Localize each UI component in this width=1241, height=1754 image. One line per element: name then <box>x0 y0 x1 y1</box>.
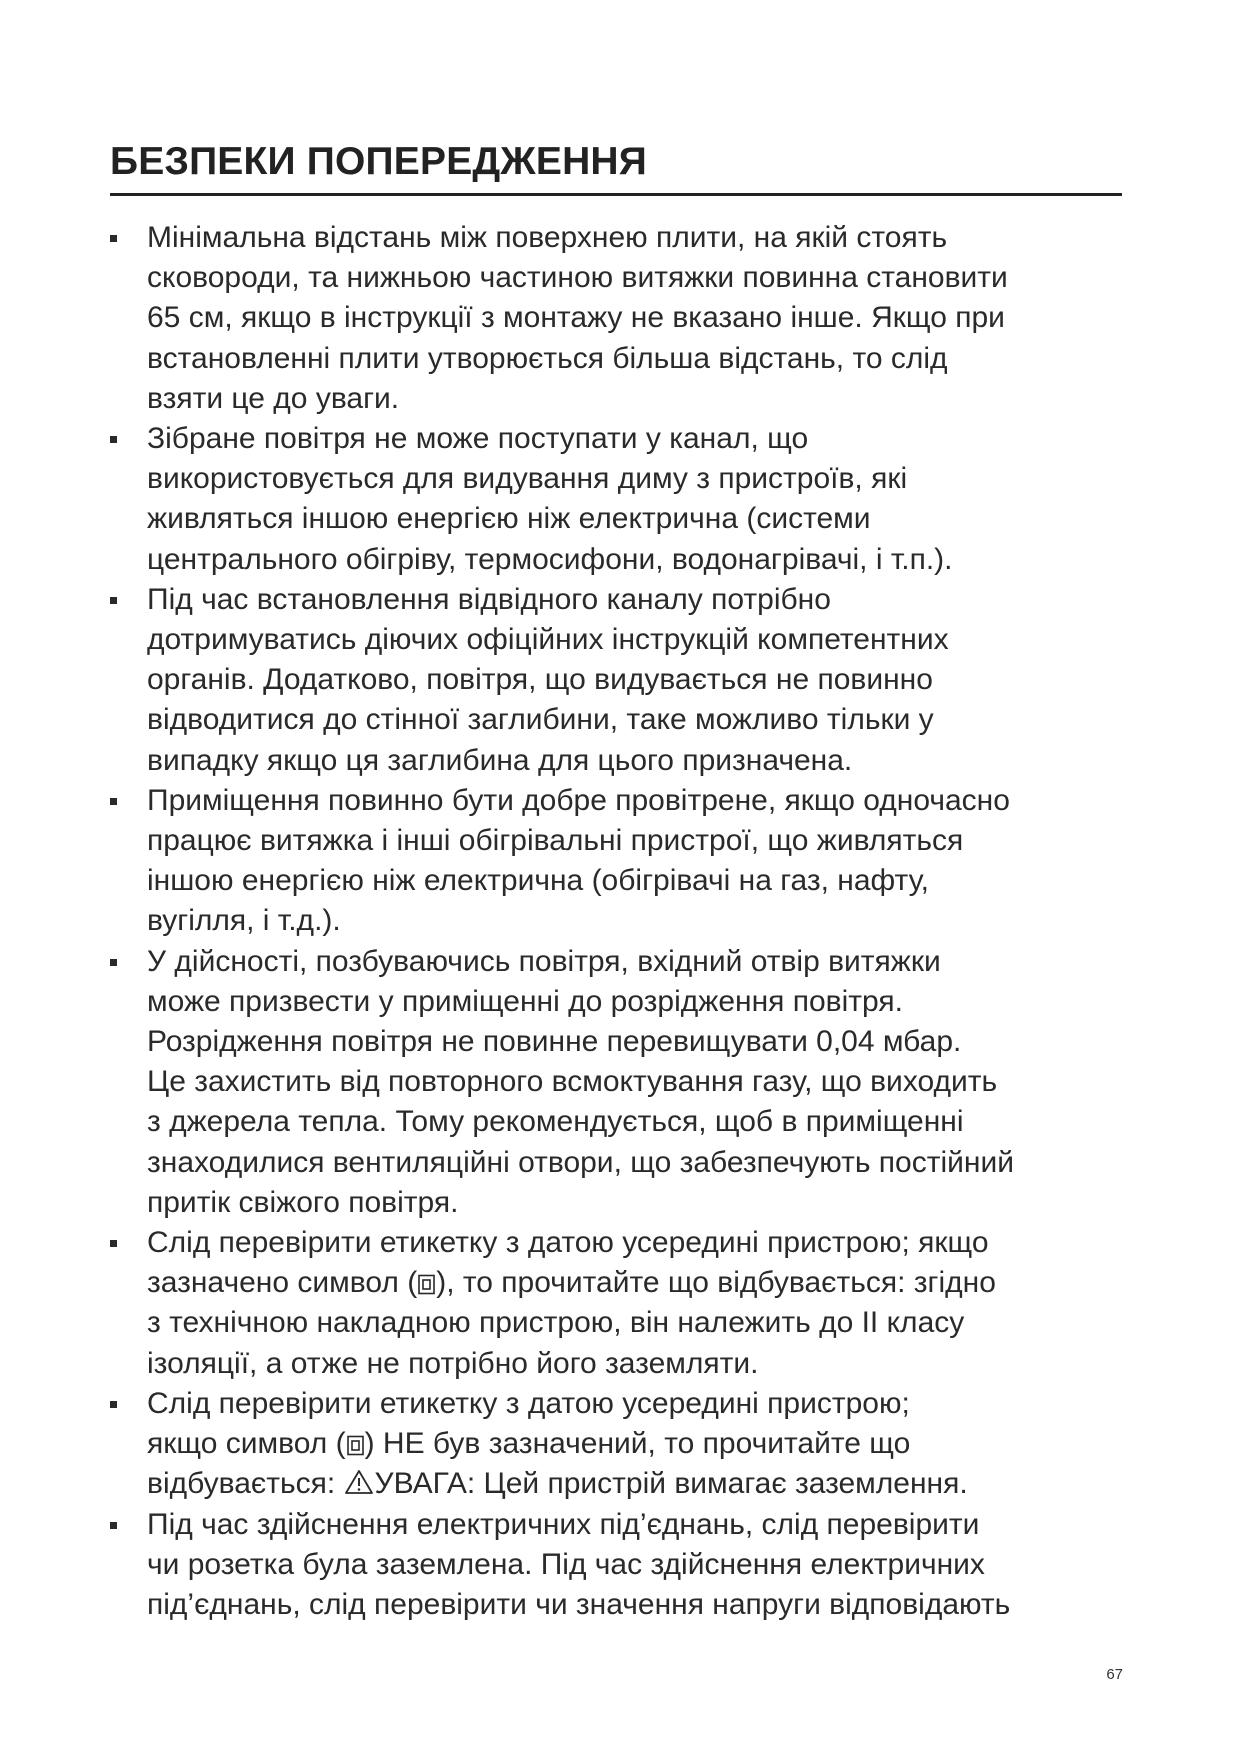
text-line: Розрідження повітря не повинне перевищувати 0,04 мбар. <box>147 1025 962 1059</box>
text-line: Під час здійснення електричних під’єднань, слід перевірити <box>147 1507 980 1541</box>
text-line: Це захистить від повторного всмоктування газу, що виходить <box>147 1065 998 1099</box>
text-line: працює витяжка і інші обігрівальні пристрої, що живляться <box>147 824 964 858</box>
list-item <box>110 1223 1135 1384</box>
bullet-marker-icon <box>110 1240 117 1247</box>
list-item <box>110 218 1135 419</box>
text-line: Мінімальна відстань між поверхнею плити, на якій стоять <box>147 221 948 254</box>
text-fragment: відбувається: <box>147 1467 344 1501</box>
bullet-marker-icon <box>110 798 117 805</box>
text-line: Слід перевірити етикетку з датою усередині пристрою; <box>147 1386 910 1420</box>
text-line: знаходилися вентиляційні отвори, що забезпечують постійний <box>147 1145 1014 1179</box>
text-line: встановленні плити утворюється більша відстань, то слід <box>147 341 948 375</box>
text-line: випадку якщо ця заглибина для цього призначена. <box>147 743 853 777</box>
text-line: використовується для видування диму з пристроїв, які <box>147 462 908 496</box>
text-line <box>147 1424 1135 1464</box>
text-line: сковороди, та нижньою частиною витяжки повинна становити <box>147 261 1008 295</box>
text-line: Зібране повітря не може поступати у канал, що <box>147 422 809 456</box>
text-line: взяти це до уваги. <box>147 381 400 415</box>
list-item <box>110 942 1135 1223</box>
text-line: може призвести у приміщенні до розрідження повітря. <box>147 984 903 1018</box>
text-line: під’єднань, слід перевірити чи значення напруги відповідають <box>147 1587 1011 1621</box>
title-underline <box>110 193 1122 196</box>
page-title: БЕЗПЕКИ ПОПЕРЕДЖЕННЯ <box>110 140 648 183</box>
text-line: У дійсності, позбуваючись повітря, вхідний отвір витяжки <box>147 944 941 978</box>
text-line: з технічною накладною пристрою, він належить до II класу <box>147 1306 965 1340</box>
list-item <box>110 580 1135 781</box>
bullet-marker-icon <box>110 1401 117 1408</box>
text-line <box>147 1464 1135 1504</box>
text-fragment: якщо символ ( <box>147 1427 346 1461</box>
text-line: ізоляції, а отже не потрібно його заземляти. <box>147 1346 759 1380</box>
bullet-list <box>110 218 1135 1625</box>
text-line <box>147 1263 1135 1303</box>
text-line: живляться іншою енергією ніж електрична (системи <box>147 502 871 536</box>
page-number: 67 <box>1106 1666 1123 1683</box>
text-line: іншою енергією ніж електрична (обігрівачі на газ, нафту, <box>147 864 929 898</box>
bullet-marker-icon <box>110 436 117 443</box>
list-item <box>110 419 1135 580</box>
text-fragment: ), то прочитайте що відбувається: згідно <box>436 1266 996 1300</box>
text-line: дотримуватись діючих офіційних інструкцій компетентних <box>147 623 949 657</box>
bullet-marker-icon <box>110 1522 117 1529</box>
text-line: з джерела тепла. Тому рекомендується, щоб в приміщенні <box>147 1105 964 1139</box>
text-line: відводитися до стінної заглибини, таке можливо тільки у <box>147 703 934 737</box>
text-line: органів. Додатково, повітря, що видувається не повинно <box>147 663 933 697</box>
text-line: вугілля, і т.д.). <box>147 904 341 938</box>
bullet-marker-icon <box>110 597 117 604</box>
double-insulation-icon <box>418 1274 435 1295</box>
list-item <box>110 1384 1135 1505</box>
list-item <box>110 1505 1135 1626</box>
text-line: Приміщення повинно бути добре провітрене, якщо одночасно <box>147 783 1010 817</box>
text-line: Під час встановлення відвідного каналу потрібно <box>147 582 831 616</box>
text-fragment: зазначено символ ( <box>147 1266 418 1300</box>
text-fragment: УВАГА: Цей пристрій вимагає заземлення. <box>374 1467 968 1501</box>
text-fragment: ) НЕ був зазначений, то прочитайте що <box>364 1427 911 1461</box>
warning-triangle-icon <box>344 1469 374 1495</box>
text-line: 65 см, якщо в інструкції з монтажу не вказано інше. Якщо при <box>147 301 1005 335</box>
list-item <box>110 781 1135 942</box>
text-line: центрального обігріву, термосифони, водонагрівачі, і т.п.). <box>147 542 953 576</box>
bullet-marker-icon <box>110 959 117 966</box>
text-line: Слід перевірити етикетку з датою усередині пристрою; якщо <box>147 1226 989 1260</box>
text-line: притік свіжого повітря. <box>147 1185 459 1219</box>
double-insulation-icon <box>347 1435 364 1456</box>
text-line: чи розетка була заземлена. Під час здійснення електричних <box>147 1547 985 1581</box>
bullet-marker-icon <box>110 235 117 242</box>
